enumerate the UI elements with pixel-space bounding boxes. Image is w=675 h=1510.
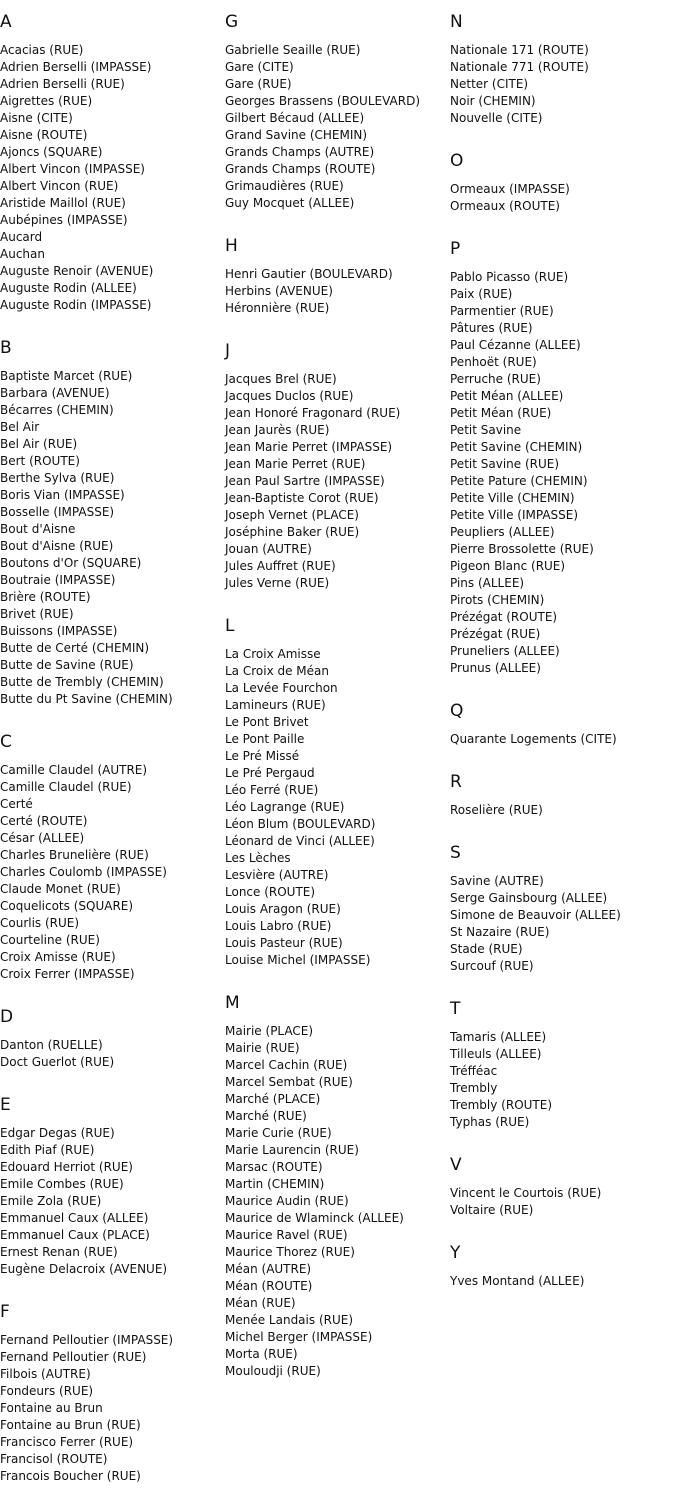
street-item: Penhoët (RUE) [450,355,537,369]
street-list [225,371,450,592]
street-item: Filbois (AUTRE) [0,1367,91,1381]
street-item: Butte de Certé (CHEMIN) [0,641,150,655]
street-item: Buissons (IMPASSE) [0,624,118,638]
street-item: Menée Landais (RUE) [225,1313,354,1327]
street-item: Tilleuls (ALLEE) [450,1047,542,1061]
street-list [450,1185,675,1219]
street-item: Marie Laurencin (RUE) [225,1143,359,1157]
letter-group-c [0,732,225,983]
street-item: Voltaire (RUE) [450,1203,534,1217]
street-item: Fontaine au Brun (RUE) [0,1418,141,1432]
street-item: Brière (ROUTE) [0,590,91,604]
street-item: Petite Ville (IMPASSE) [450,508,579,522]
street-item: Albert Vincon (IMPASSE) [0,162,145,176]
street-item: Pruneliers (ALLEE) [450,644,560,658]
index-column-1 [0,0,225,1485]
street-list [450,731,675,748]
street-item: Jules Verne (RUE) [225,576,330,590]
street-list [225,42,450,212]
street-item: Aristide Maillol (RUE) [0,196,126,210]
letter-group-t [450,999,675,1131]
street-item: Tamaris (ALLEE) [450,1030,547,1044]
street-item: Trembly (ROUTE) [450,1098,553,1112]
street-item: Aubépines (IMPASSE) [0,213,128,227]
street-item: Stade (RUE) [450,942,523,956]
street-item: Pâtures (RUE) [450,321,533,335]
letter-heading: B [0,338,12,358]
letter-group-m [225,993,450,1380]
street-item: Paul Cézanne (ALLEE) [450,338,581,352]
letter-heading: P [450,239,461,259]
street-item: Eugène Delacroix (AVENUE) [0,1262,168,1276]
street-item: Jules Auffret (RUE) [225,559,336,573]
street-item: Mairie (PLACE) [225,1024,314,1038]
street-item: Pablo Picasso (RUE) [450,270,569,284]
street-item: Albert Vincon (RUE) [0,179,119,193]
street-item: Le Pré Pergaud [225,766,315,780]
letter-group-v [450,1155,675,1219]
street-item: Berthe Sylva (RUE) [0,471,115,485]
street-item: Parmentier (RUE) [450,304,554,318]
street-item: Gabrielle Seaille (RUE) [225,43,361,57]
street-item: Certé (ROUTE) [0,814,88,828]
letter-group-e [0,1095,225,1278]
street-item: Auguste Renoir (AVENUE) [0,264,154,278]
street-item: Francisco Ferrer (RUE) [0,1435,134,1449]
street-list [225,646,450,969]
letter-heading: R [450,772,462,792]
letter-heading: T [450,999,461,1019]
street-item: Jean Marie Perret (IMPASSE) [225,440,393,454]
street-item: Marcel Cachin (RUE) [225,1058,348,1072]
street-item: Pirots (CHEMIN) [450,593,545,607]
street-item: Méan (RUE) [225,1296,296,1310]
letter-group-p [450,239,675,677]
street-item: Simone de Beauvoir (ALLEE) [450,908,621,922]
letter-group-n [450,12,675,127]
street-item: Jean Marie Perret (RUE) [225,457,366,471]
letter-heading: M [225,993,240,1013]
street-item: Maurice Audin (RUE) [225,1194,349,1208]
street-item: Croix Amisse (RUE) [0,950,116,964]
street-item: Petit Savine [450,423,522,437]
street-item: Emile Zola (RUE) [0,1194,102,1208]
street-list [450,873,675,975]
letter-heading: V [450,1155,462,1175]
street-list [225,1023,450,1380]
street-item: Roselière (RUE) [450,803,543,817]
street-list [0,762,225,983]
letter-group-d [0,1007,225,1071]
street-item: Lamineurs (RUE) [225,698,326,712]
street-item: Les Lèches [225,851,291,865]
letter-heading: C [0,732,12,752]
street-item: Tréfféac [450,1064,498,1078]
street-item: Aisne (ROUTE) [0,128,88,142]
street-item: Aisne (CITE) [0,111,73,125]
street-item: Francisol (ROUTE) [0,1452,108,1466]
street-item: Edouard Herriot (RUE) [0,1160,133,1174]
letter-heading: L [225,616,235,636]
street-item: Bosselle (IMPASSE) [0,505,115,519]
letter-heading: Q [450,701,464,721]
street-item: Croix Ferrer (IMPASSE) [0,967,135,981]
street-list [0,42,225,314]
street-item: Auchan [0,247,45,261]
street-item: La Levée Fourchon [225,681,338,695]
street-item: Danton (RUELLE) [0,1038,103,1052]
letter-group-o [450,151,675,215]
street-list [450,1273,675,1290]
street-item: Bel Air (RUE) [0,437,78,451]
street-item: Marsac (ROUTE) [225,1160,323,1174]
index-column-3 [450,0,675,1290]
street-item: Nouvelle (CITE) [450,111,543,125]
street-item: Fernand Pelloutier (RUE) [0,1350,147,1364]
street-item: Prunus (ALLEE) [450,661,541,675]
street-item: Martin (CHEMIN) [225,1177,325,1191]
street-item: Bert (ROUTE) [0,454,80,468]
street-item: Héronnière (RUE) [225,301,330,315]
street-item: St Nazaire (RUE) [450,925,550,939]
street-item: Morta (RUE) [225,1347,298,1361]
street-item: Guy Mocquet (ALLEE) [225,196,355,210]
street-list [0,1332,225,1485]
street-item: Le Pont Paille [225,732,305,746]
street-item: Pierre Brossolette (RUE) [450,542,594,556]
street-item: Vincent le Courtois (RUE) [450,1186,602,1200]
street-item: Petit Méan (ALLEE) [450,389,564,403]
street-item: Aucard [0,230,43,244]
letter-heading: H [225,236,238,256]
street-item: Gare (RUE) [225,77,292,91]
street-item: Noir (CHEMIN) [450,94,536,108]
street-list [450,42,675,127]
street-item: Louise Michel (IMPASSE) [225,953,371,967]
street-item: Adrien Berselli (RUE) [0,77,125,91]
street-item: Doct Guerlot (RUE) [0,1055,115,1069]
street-item: Aigrettes (RUE) [0,94,93,108]
street-item: Le Pont Brivet [225,715,309,729]
street-item: Pigeon Blanc (RUE) [450,559,566,573]
street-item: Ernest Renan (RUE) [0,1245,118,1259]
street-item: Louis Labro (RUE) [225,919,332,933]
street-item: Butte de Trembly (CHEMIN) [0,675,164,689]
street-item: Joseph Vernet (PLACE) [225,508,359,522]
street-item: Perruche (RUE) [450,372,541,386]
letter-group-a [0,12,225,314]
street-item: Bout d'Aisne [0,522,76,536]
street-item: Jacques Duclos (RUE) [225,389,354,403]
street-item: Quarante Logements (CITE) [450,732,617,746]
street-item: Maurice Ravel (RUE) [225,1228,348,1242]
street-list [450,802,675,819]
street-item: Jean-Baptiste Corot (RUE) [225,491,379,505]
letter-group-g [225,12,450,212]
street-item: Lonce (ROUTE) [225,885,316,899]
street-item: Coquelicots (SQUARE) [0,899,134,913]
street-item: Léonard de Vinci (ALLEE) [225,834,375,848]
street-item: Fernand Pelloutier (IMPASSE) [0,1333,174,1347]
street-item: Michel Berger (IMPASSE) [225,1330,373,1344]
street-item: Georges Brassens (BOULEVARD) [225,94,420,108]
street-item: Gilbert Bécaud (ALLEE) [225,111,365,125]
street-item: Claude Monet (RUE) [0,882,121,896]
street-item: Jean Paul Sartre (IMPASSE) [225,474,385,488]
index-column-2 [225,0,450,1380]
street-item: Prézégat (ROUTE) [450,610,558,624]
letter-group-r [450,772,675,819]
street-item: Marcel Sembat (RUE) [225,1075,353,1089]
street-item: Charles Brunelière (RUE) [0,848,149,862]
letter-heading: N [450,12,463,32]
street-item: Boutraie (IMPASSE) [0,573,116,587]
street-item: Marie Curie (RUE) [225,1126,332,1140]
letter-heading: D [0,1007,14,1027]
letter-heading: F [0,1302,10,1322]
street-item: Ormeaux (IMPASSE) [450,182,570,196]
street-item: Butte du Pt Savine (CHEMIN) [0,692,173,706]
street-list [450,1029,675,1131]
street-item: Petit Savine (RUE) [450,457,560,471]
street-item: Marché (RUE) [225,1109,307,1123]
street-list [450,181,675,215]
street-item: Herbins (AVENUE) [225,284,333,298]
street-item: Emmanuel Caux (PLACE) [0,1228,150,1242]
street-item: Emmanuel Caux (ALLEE) [0,1211,149,1225]
street-item: Ajoncs (SQUARE) [0,145,103,159]
street-item: Petite Ville (CHEMIN) [450,491,575,505]
street-item: Savine (AUTRE) [450,874,544,888]
letter-group-b [0,338,225,708]
street-item: Charles Coulomb (IMPASSE) [0,865,167,879]
street-list [225,266,450,317]
street-item: Peupliers (ALLEE) [450,525,555,539]
street-item: Mairie (RUE) [225,1041,300,1055]
letter-group-f [0,1302,225,1485]
street-item: Courteline (RUE) [0,933,100,947]
street-list [0,368,225,708]
letter-group-l [225,616,450,969]
street-item: Grand Savine (CHEMIN) [225,128,368,142]
street-item: Louis Pasteur (RUE) [225,936,343,950]
street-item: Grands Champs (AUTRE) [225,145,375,159]
street-item: Brivet (RUE) [0,607,74,621]
street-item: César (ALLEE) [0,831,85,845]
street-item: Méan (ROUTE) [225,1279,313,1293]
street-item: Léo Lagrange (RUE) [225,800,345,814]
letter-group-j [225,341,450,592]
letter-group-s [450,843,675,975]
street-item: Louis Aragon (RUE) [225,902,341,916]
street-item: Bel Air [0,420,40,434]
street-item: Barbara (AVENUE) [0,386,110,400]
street-item: Certé [0,797,33,811]
street-item: Jean Jaurès (RUE) [225,423,330,437]
street-item: Typhas (RUE) [450,1115,530,1129]
street-item: Léo Ferré (RUE) [225,783,319,797]
street-item: Lesvière (AUTRE) [225,868,329,882]
street-item: Emile Combes (RUE) [0,1177,124,1191]
street-item: Grands Champs (ROUTE) [225,162,376,176]
street-item: La Croix Amisse [225,647,321,661]
street-item: Yves Montand (ALLEE) [450,1274,585,1288]
street-item: Auguste Rodin (ALLEE) [0,281,137,295]
street-item: Adrien Berselli (IMPASSE) [0,60,152,74]
letter-heading: E [0,1095,11,1115]
street-item: Bout d'Aisne (RUE) [0,539,114,553]
street-item: Prézégat (RUE) [450,627,541,641]
street-item: Maurice Thorez (RUE) [225,1245,355,1259]
letter-heading: J [225,341,231,361]
letter-heading: O [450,151,464,171]
street-item: Marché (PLACE) [225,1092,321,1106]
street-item: Trembly [450,1081,498,1095]
street-item: Edith Piaf (RUE) [0,1143,95,1157]
street-item: Grimaudières (RUE) [225,179,344,193]
street-item: Bécarres (CHEMIN) [0,403,114,417]
street-list [450,269,675,677]
letter-group-h [225,236,450,317]
street-item: Acacias (RUE) [0,43,84,57]
street-item: Petite Pature (CHEMIN) [450,474,588,488]
street-item: Mouloudji (RUE) [225,1364,321,1378]
street-item: Petit Savine (CHEMIN) [450,440,583,454]
street-list [0,1125,225,1278]
street-item: Boris Vian (IMPASSE) [0,488,125,502]
street-item: Paix (RUE) [450,287,513,301]
street-item: Le Pré Missé [225,749,300,763]
street-item: Serge Gainsbourg (ALLEE) [450,891,608,905]
street-item: Gare (CITE) [225,60,294,74]
street-item: Courlis (RUE) [0,916,80,930]
letter-group-q [450,701,675,748]
street-item: Fontaine au Brun [0,1401,103,1415]
street-item: Camille Claudel (AUTRE) [0,763,148,777]
street-item: La Croix de Méan [225,664,330,678]
letter-group-y [450,1243,675,1290]
street-item: Henri Gautier (BOULEVARD) [225,267,393,281]
street-item: Surcouf (RUE) [450,959,534,973]
street-item: Butte de Savine (RUE) [0,658,134,672]
street-item: Camille Claudel (RUE) [0,780,132,794]
street-item: Jean Honoré Fragonard (RUE) [225,406,401,420]
street-item: Nationale 771 (ROUTE) [450,60,589,74]
street-list [0,1037,225,1071]
street-item: Jouan (AUTRE) [225,542,312,556]
street-item: Fondeurs (RUE) [0,1384,94,1398]
letter-heading: Y [450,1243,461,1263]
letter-heading: S [450,843,461,863]
street-item: Auguste Rodin (IMPASSE) [0,298,152,312]
street-item: Petit Méan (RUE) [450,406,552,420]
street-item: Maurice de Wlaminck (ALLEE) [225,1211,404,1225]
street-item: Jacques Brel (RUE) [225,372,337,386]
street-item: Nationale 171 (ROUTE) [450,43,589,57]
street-item: Méan (AUTRE) [225,1262,312,1276]
letter-heading: A [0,12,12,32]
street-item: Ormeaux (ROUTE) [450,199,560,213]
street-item: Boutons d'Or (SQUARE) [0,556,142,570]
street-item: Pins (ALLEE) [450,576,525,590]
street-item: Edgar Degas (RUE) [0,1126,115,1140]
street-item: Netter (CITE) [450,77,529,91]
street-item: Léon Blum (BOULEVARD) [225,817,376,831]
street-item: Baptiste Marcet (RUE) [0,369,133,383]
street-item: Francois Boucher (RUE) [0,1469,141,1483]
street-item: Joséphine Baker (RUE) [225,525,360,539]
letter-heading: G [225,12,239,32]
